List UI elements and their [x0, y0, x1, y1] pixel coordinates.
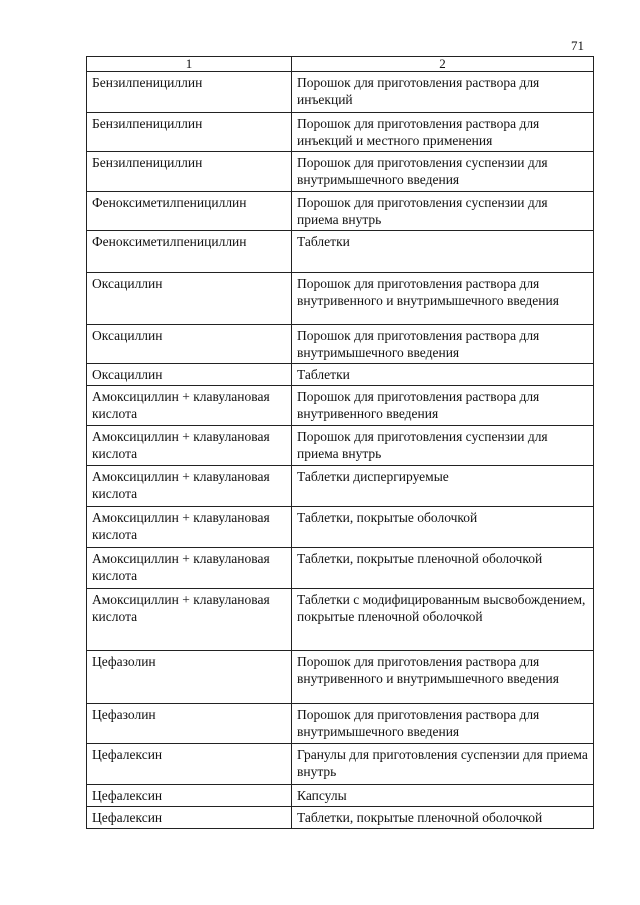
dosage-form-cell: Порошок для приготовления раствора для внутривенного и внутримышечного введения — [292, 273, 594, 325]
drug-name-cell: Цефалексин — [87, 807, 292, 829]
table-row — [87, 152, 594, 192]
dosage-form-cell: Порошок для приготовления суспензии для приема внутрь — [292, 426, 594, 466]
drug-name-cell: Оксациллин — [87, 364, 292, 386]
table-row — [87, 466, 594, 507]
table-row — [87, 589, 594, 651]
dosage-form-cell: Порошок для приготовления суспензии для внутримышечного введения — [292, 152, 594, 192]
table-row — [87, 231, 594, 273]
page-number: 71 — [571, 38, 584, 53]
table-row — [87, 192, 594, 231]
dosage-form-cell: Порошок для приготовления раствора для инъекций — [292, 72, 594, 113]
dosage-form-cell: Порошок для приготовления суспензии для приема внутрь — [292, 192, 594, 231]
drug-name-cell: Цефалексин — [87, 744, 292, 785]
drug-name-cell: Амоксициллин + клавулановая кислота — [87, 386, 292, 426]
drug-name-cell: Бензилпенициллин — [87, 72, 292, 113]
table-row — [87, 507, 594, 548]
table-row — [87, 651, 594, 704]
drug-name-cell: Цефазолин — [87, 704, 292, 744]
table-row — [87, 273, 594, 325]
dosage-form-cell: Таблетки диспергируемые — [292, 466, 594, 507]
drug-name-cell: Феноксиметилпенициллин — [87, 231, 292, 273]
table-row — [87, 807, 594, 829]
drug-name-cell: Амоксициллин + клавулановая кислота — [87, 507, 292, 548]
dosage-form-cell: Таблетки — [292, 231, 594, 273]
dosage-form-cell: Порошок для приготовления раствора для внутривенного введения — [292, 386, 594, 426]
table-row — [87, 72, 594, 113]
column-header: 2 — [292, 57, 594, 72]
column-header: 1 — [87, 57, 292, 72]
table-row — [87, 744, 594, 785]
drug-name-cell: Бензилпенициллин — [87, 152, 292, 192]
dosage-form-cell: Таблетки, покрытые пленочной оболочкой — [292, 548, 594, 589]
drug-name-cell: Амоксициллин + клавулановая кислота — [87, 426, 292, 466]
drug-name-cell: Амоксициллин + клавулановая кислота — [87, 548, 292, 589]
table-row — [87, 785, 594, 807]
drug-name-cell: Цефалексин — [87, 785, 292, 807]
dosage-form-cell: Гранулы для приготовления суспензии для приема внутрь — [292, 744, 594, 785]
dosage-form-cell: Капсулы — [292, 785, 594, 807]
table-row — [87, 386, 594, 426]
dosage-form-cell: Порошок для приготовления раствора для внутримышечного введения — [292, 325, 594, 364]
dosage-form-cell: Порошок для приготовления раствора для инъекций и местного применения — [292, 113, 594, 152]
drug-name-cell: Амоксициллин + клавулановая кислота — [87, 466, 292, 507]
dosage-form-cell: Порошок для приготовления раствора для внутримышечного введения — [292, 704, 594, 744]
drug-name-cell: Амоксициллин + клавулановая кислота — [87, 589, 292, 651]
table-row — [87, 548, 594, 589]
dosage-form-cell: Таблетки — [292, 364, 594, 386]
table-row — [87, 426, 594, 466]
table-row — [87, 113, 594, 152]
drug-forms-table — [86, 56, 594, 829]
drug-name-cell: Оксациллин — [87, 273, 292, 325]
table-row — [87, 704, 594, 744]
drug-name-cell: Цефазолин — [87, 651, 292, 704]
table-row — [87, 325, 594, 364]
dosage-form-cell: Таблетки, покрытые оболочкой — [292, 507, 594, 548]
drug-name-cell: Феноксиметилпенициллин — [87, 192, 292, 231]
dosage-form-cell: Таблетки с модифицированным высвобождением, покрытые пленочной оболочкой — [292, 589, 594, 651]
dosage-form-cell: Порошок для приготовления раствора для внутривенного и внутримышечного введения — [292, 651, 594, 704]
table-header-row — [87, 57, 594, 72]
drug-name-cell: Оксациллин — [87, 325, 292, 364]
table-row — [87, 364, 594, 386]
drug-name-cell: Бензилпенициллин — [87, 113, 292, 152]
dosage-form-cell: Таблетки, покрытые пленочной оболочкой — [292, 807, 594, 829]
